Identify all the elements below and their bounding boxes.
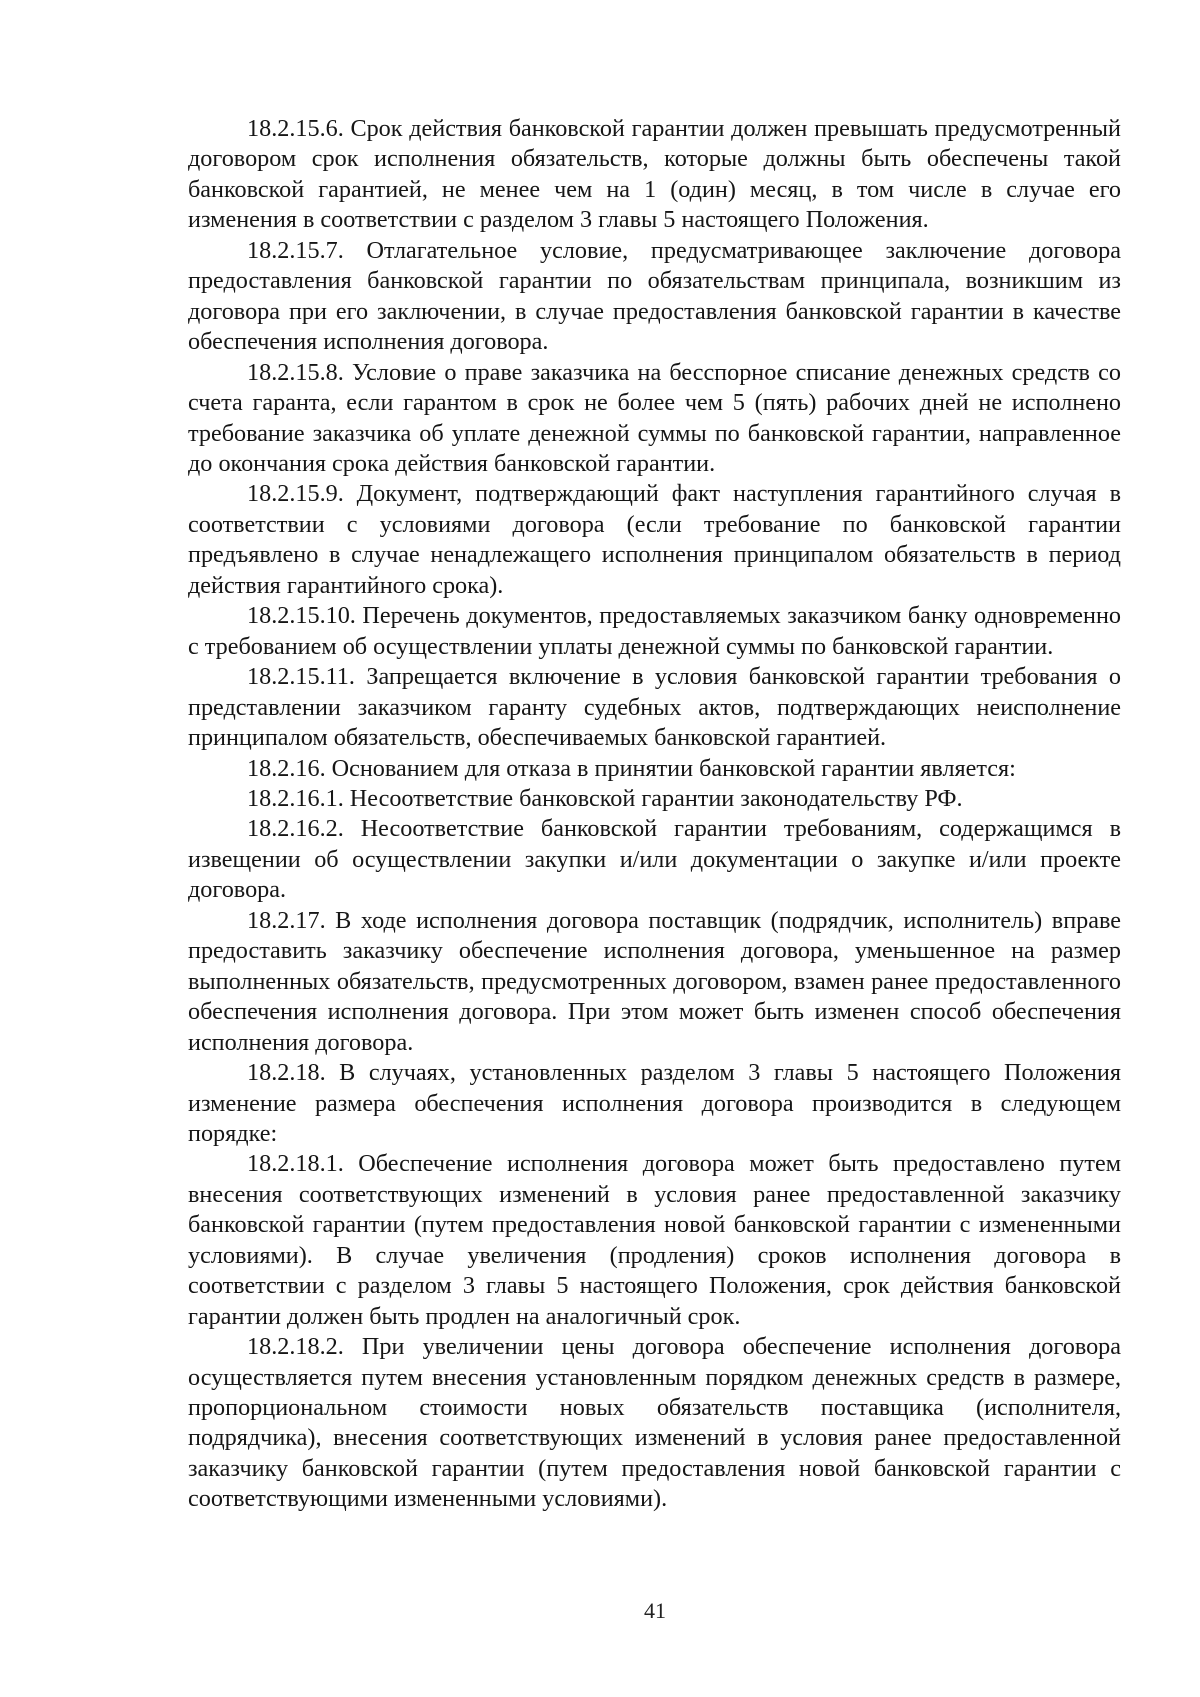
page-number: 41 <box>644 1598 666 1623</box>
paragraph-18-2-16-1: 18.2.16.1. Несоответствие банковской гарантии законодательству РФ. <box>247 784 963 812</box>
paragraph-18-2-18-2: 18.2.18.2. При увеличении цены договора обеспечение исполнения договора осуществляется путем внесения установленным порядком денежных средств в размере, пропорциональном стоимости новых обязательств поставщика (исполнителя, подрядчика), внесения соответствующих изменений в условия ранее предоставленной заказчику банковской гарантии (путем предоставления новой банковской гарантии с соответствующими измененными условиями). <box>188 1333 1121 1513</box>
paragraph-18-2-16-2: 18.2.16.2. Несоответствие банковской гарантии требованиям, содержащимся в извещении об осуществлении закупки и/или документации о закупке и/или проекте договора. <box>188 815 1121 904</box>
paragraph-18-2-15-9: 18.2.15.9. Документ, подтверждающий факт наступления гарантийного случая в соответствии с условиями договора (если требование по банковской гарантии предъявлено в случае ненадлежащего исполнения принципалом обязательств в период действия гарантийного срока). <box>188 480 1121 599</box>
paragraph-18-2-15-10: 18.2.15.10. Перечень документов, предоставляемых заказчиком банку одновременно с требованием об осуществлении уплаты денежной суммы по банковской гарантии. <box>188 602 1121 660</box>
paragraph-18-2-15-7: 18.2.15.7. Отлагательное условие, предусматривающее заключение договора предоставления банковской гарантии по обязательствам принципала, возникшим из договора при его заключении, в случае предоставления банковской гарантии в качестве обеспечения исполнения договора. <box>188 236 1121 356</box>
paragraph-18-2-15-8: 18.2.15.8. Условие о праве заказчика на бесспорное списание денежных средств со счета гаранта, если гарантом в срок не более чем 5 (пять) рабочих дней не исполнено требование заказчика об уплате денежной суммы по банковской гарантии, направленное до окончания срока действия банковской гарантии. <box>188 358 1121 477</box>
paragraph-18-2-18-1: 18.2.18.1. Обеспечение исполнения договора может быть предоставлено путем внесения соответствующих изменений в условия ранее предоставленной заказчику банковской гарантии (путем предоставления новой банковской гарантии с измененными условиями). В случае увеличения (продления) сроков исполнения договора в соответствии с разделом 3 главы 5 настоящего Положения, срок действия банковской гарантии должен быть продлен на аналогичный срок. <box>188 1150 1121 1330</box>
paragraph-18-2-18: 18.2.18. В случаях, установленных разделом 3 главы 5 настоящего Положения изменение размера обеспечения исполнения договора производится в следующем порядке: <box>188 1059 1121 1147</box>
document-body <box>188 114 1121 1515</box>
paragraph-18-2-15-11: 18.2.15.11. Запрещается включение в условия банковской гарантии требования о представлении заказчиком гаранту судебных актов, подтверждающих неисполнение принципалом обязательств, обеспечиваемых банковской гарантией. <box>188 663 1121 752</box>
paragraph-18-2-17: 18.2.17. В ходе исполнения договора поставщик (подрядчик, исполнитель) вправе предоставить заказчику обеспечение исполнения договора, уменьшенное на размер выполненных обязательств, предусмотренных договором, взамен ранее предоставленного обеспечения исполнения договора. При этом может быть изменен способ обеспечения исполнения договора. <box>188 906 1121 1056</box>
paragraph-18-2-15-6: 18.2.15.6. Срок действия банковской гарантии должен превышать предусмотренный договором срок исполнения обязательств, которые должны быть обеспечены такой банковской гарантией, не менее чем на 1 (один) месяц, в том числе в случае его изменения в соответствии с разделом 3 главы 5 настоящего Положения. <box>188 115 1121 234</box>
paragraph-18-2-16: 18.2.16. Основанием для отказа в принятии банковской гарантии является: <box>247 754 1016 782</box>
